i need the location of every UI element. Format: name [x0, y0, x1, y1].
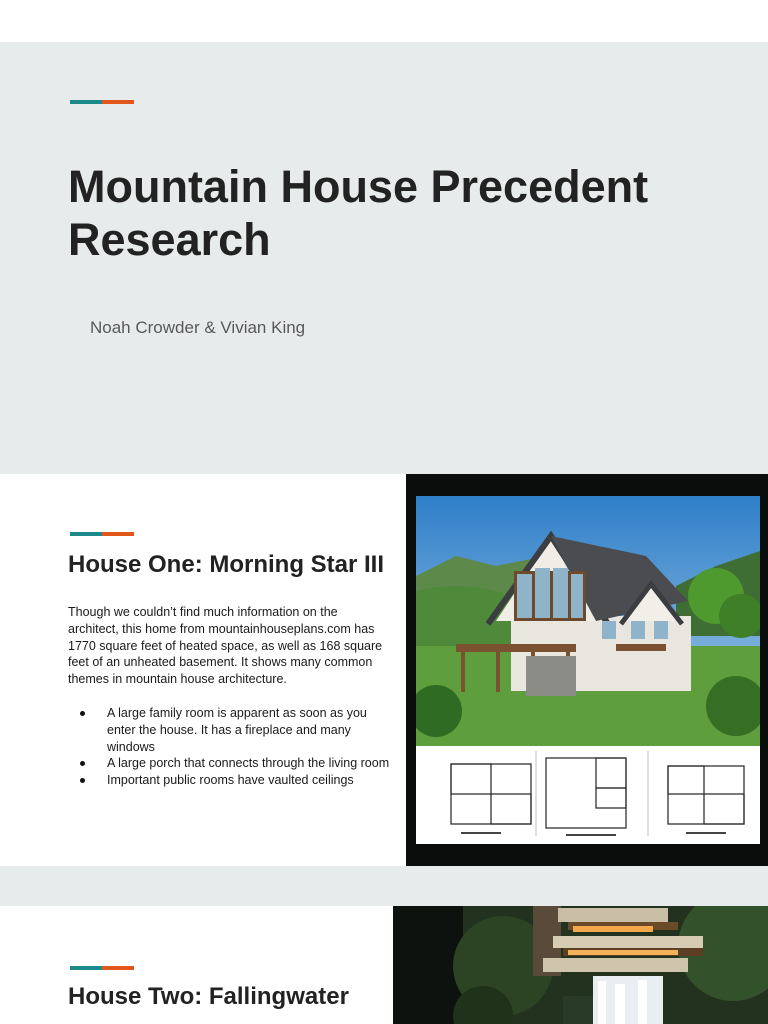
house-one-image: [416, 496, 760, 844]
accent-line: [70, 532, 134, 536]
house-one-heading: House One: Morning Star III: [68, 551, 385, 578]
house-one-paragraph: Though we couldn’t find much information on the architect, this home from mountainhouseplans.com has 1770 square feet of heated space, as well as 168 square feet of an unheated basement. It shows many common themes in mountain house architecture.: [68, 605, 383, 687]
accent-line: [70, 966, 134, 970]
list-item: A large family room is apparent as soon as you enter the house. It has a fireplace and many windows: [68, 705, 390, 755]
house-two-slide: [0, 906, 768, 1024]
authors: Noah Crowder & Vivian King: [90, 318, 306, 337]
list-item: Important public rooms have vaulted ceilings: [68, 772, 390, 789]
fallingwater-image: [393, 906, 768, 1024]
list-item: A large porch that connects through the living room: [68, 755, 390, 772]
title-slide: [0, 42, 768, 474]
slide-divider: [0, 866, 768, 906]
house-one-image-frame: [406, 474, 768, 866]
fallingwater-photo: [393, 906, 768, 1024]
feature-list: [68, 705, 390, 789]
house-rendering-and-floor-plans: [416, 496, 760, 844]
page-title: Mountain House Precedent Research: [68, 161, 649, 265]
accent-line: [70, 100, 134, 104]
house-one-slide: [0, 474, 768, 866]
house-two-heading: House Two: Fallingwater: [68, 983, 349, 1010]
